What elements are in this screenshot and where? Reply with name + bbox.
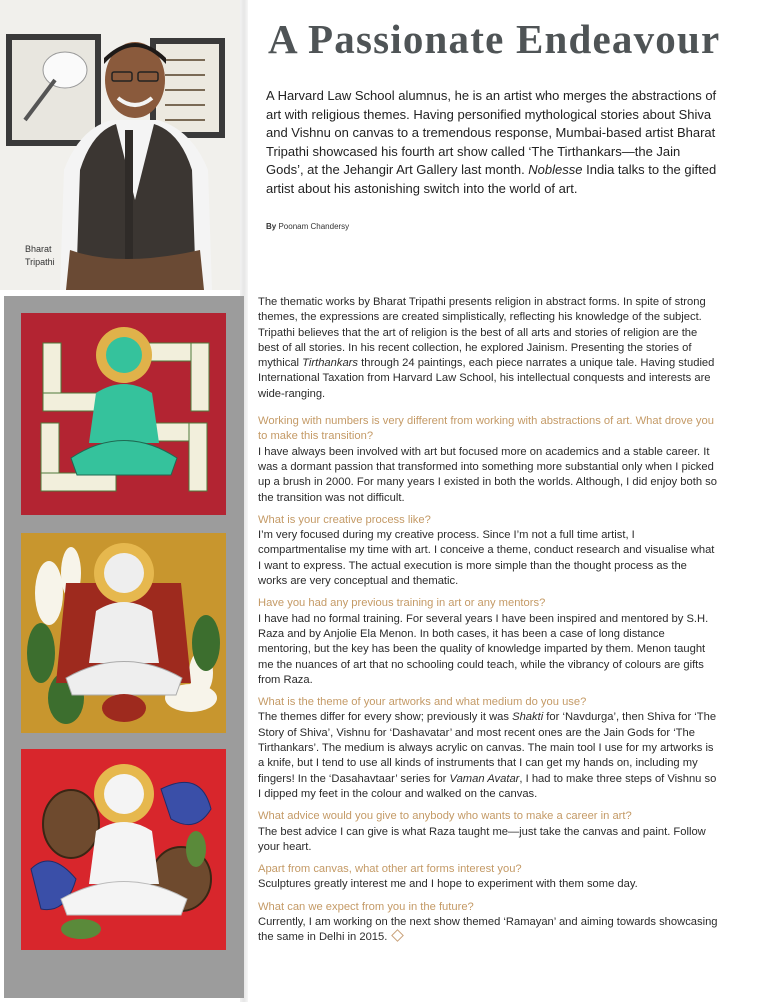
answer-7-text: Currently, I am working on the next show themed ‘Ramayan’ and aiming towards showcasing the same in Delhi in 2015.	[258, 915, 718, 944]
caption-last-name: Tripathi	[25, 257, 55, 267]
painting-red-tirthankar	[21, 749, 226, 950]
answer-4-text-2: for ‘Navdurga’, then Shiva for ‘The Story of Shiva’, Vishnu for ‘Dashavatar’ and most recent ones are the Jain Gods for ‘The Tirthankars’. The medium is always acrylic on canvas. The main tool I use for my artworks is a knife, but I tend to use all kinds of instruments that I can get my hands on, including my fingers! In the ‘Dasahavtaar’ series for	[258, 711, 717, 785]
question-2: What is your creative process like?	[258, 513, 431, 526]
answer-4-text-1: The themes differ for every show; previously it was	[258, 711, 513, 724]
question-3: Have you had any previous training in art or any mentors?	[258, 597, 546, 610]
article-body	[258, 295, 718, 953]
byline-prefix: By	[266, 222, 277, 231]
byline	[266, 222, 349, 231]
paintings-panel	[4, 296, 244, 998]
intro-magazine-name: Noblesse	[528, 162, 583, 177]
question-4: What is the theme of your artworks and what medium do you use?	[258, 696, 587, 709]
article-intro	[266, 87, 721, 198]
answer-4-shakti: Shakti	[512, 711, 544, 724]
answer-5: The best advice I can give is what Raza taught me—just take the canvas and paint. Follow your heart.	[258, 825, 706, 853]
question-1: Working with numbers is very different from working with abstractions of art. What drove you to make this transition?	[258, 415, 714, 443]
lead-emphasis: Tirthankars	[302, 357, 358, 370]
answer-2: I’m very focused during my creative process. Since I’m not a full time artist, I compartmentalise my time with art. I conceive a theme, conduct research and visualise what I want to express. The actual execution is more simple than the thought process as the works are very conceptual and thematic.	[258, 529, 715, 588]
question-6: Apart from canvas, what other art forms interest you?	[258, 863, 522, 876]
caption-first-name: Bharat	[25, 244, 52, 254]
question-5: What advice would you give to anybody who wants to make a career in art?	[258, 810, 632, 823]
intro-text-1: A Harvard Law School alumnus, he is an artist who merges the abstractions of art with religious themes. Having personified mythological stories about Shiva and Vishnu on canvas to a tremendous response, Mumbai-based artist Bharat Tripathi showcased his fourth art show called ‘The Tirthankars—the Jain Gods’, at the Jehangir Art Gallery last month.	[266, 88, 717, 177]
byline-author: Poonam Chandersy	[278, 222, 350, 231]
lead-text-1: The thematic works by Bharat Tripathi presents religion in abstract forms. In spite of strong themes, the expressions are created simplistically, reflecting his knowledge of the subject. Tripathi believes that the art of religion is the best of all arts and stories of religion are the best of all stories. In his recent collection, he explored Jainism. Presenting the stories of mythical	[258, 296, 706, 370]
lead-text-2: through 24 paintings, each piece narrates a unique tale. Having studied International Taxation from Harvard Law School, his intellectual conquests and interests are wide-ranging.	[258, 357, 715, 400]
answer-7	[258, 915, 718, 946]
answer-6: Sculptures greatly interest me and I hope to experiment with them some day.	[258, 878, 638, 891]
question-7: What can we expect from you in the future?	[258, 900, 474, 913]
answer-3: I have had no formal training. For several years I have been inspired and mentored by S.H. Raza and by Anjolie Ela Menon. In both cases, it has been a case of long distance mentoring, but the key has been the quality of knowledge imparted by them. Menon taught me the nuances of art that no schooling could teach, while the vibrancy of colours are gifts from Raza.	[258, 612, 709, 686]
photo-caption	[25, 243, 75, 269]
intro-text-2: India talks to the gifted artist about his astonishing switch into the world of art.	[266, 162, 717, 196]
painting-golden-tirthankar	[21, 533, 226, 733]
painting-swastika-tirthankar	[21, 313, 226, 515]
end-mark-icon	[391, 929, 404, 942]
answer-4-vaman-avatar: Vaman Avatar	[449, 772, 520, 785]
article-title: A Passionate Endeavour	[268, 16, 721, 62]
answer-4	[258, 710, 718, 802]
answer-1: I have always been involved with art but focused more on academics and a stable career. It was a dormant passion that transformed into something more substantial only when I picked up a brush in 2000. For many years I existed in both the worlds. Although, I did enjoy both so the transition was not difficult.	[258, 445, 717, 504]
answer-4-text-3: , I had to make three steps of Vishnu so I dipped my feet in the colour and walked on the canvas.	[258, 772, 717, 800]
lead-paragraph	[258, 295, 718, 402]
artist-photo	[0, 0, 240, 290]
